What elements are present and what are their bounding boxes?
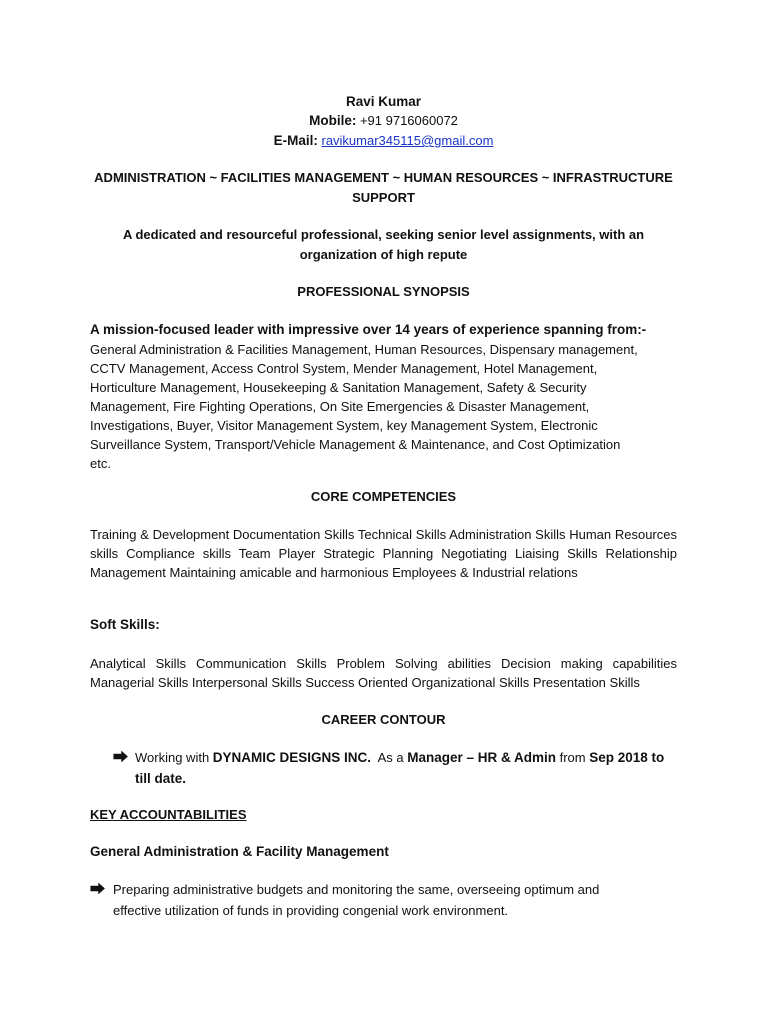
- synopsis-line: CCTV Management, Access Control System, Mender Management, Hotel Management,: [90, 361, 598, 376]
- mobile-label: Mobile:: [309, 113, 357, 128]
- career-line-1: [135, 747, 673, 768]
- soft-skills-text: Analytical Skills Communication Skills Problem Solving abilities Decision making capabilities Managerial Skills Interpersonal Skills Success Oriented Organizational Skills Presentation Skills: [90, 656, 677, 690]
- core-text: Training & Development Documentation Skills Technical Skills Administration Skills Human Resources skills Compliance skills Team Player Strategic Planning Negotiating Liaising Skills Relationship Management Maintaining amicable and harmonious Employees & Industrial relations: [90, 527, 677, 580]
- domains-line-2: SUPPORT: [352, 190, 415, 205]
- mobile-value: +91 9716060072: [359, 113, 458, 128]
- synopsis-line: Investigations, Buyer, Visitor Management System, key Management System, Electronic: [90, 418, 598, 433]
- arrow-bullet-icon: ⮕: [90, 881, 106, 898]
- email-label: E-Mail:: [273, 133, 318, 148]
- accountability-line-2: effective utilization of funds in providing congenial work environment.: [113, 903, 509, 918]
- working-with-text: Working with: [135, 750, 213, 765]
- as-a-text: As a: [371, 750, 408, 765]
- synopsis-line: Management, Fire Fighting Operations, On Site Emergencies & Disaster Management,: [90, 399, 590, 414]
- period-start: Sep 2018 to: [589, 750, 665, 765]
- accountability-bullet: [90, 879, 680, 921]
- soft-skills-heading: Soft Skills:: [90, 617, 160, 632]
- accountability-line-1: Preparing administrative budgets and monitoring the same, overseeing optimum and: [113, 882, 600, 897]
- career-bullet: [113, 747, 673, 789]
- synopsis-heading: PROFESSIONAL SYNOPSIS: [297, 284, 470, 299]
- email-line: [90, 131, 677, 150]
- key-accountabilities-heading: KEY ACCOUNTABILITIES: [90, 807, 247, 822]
- role-title: Manager – HR & Admin: [407, 750, 556, 765]
- company-name: DYNAMIC DESIGNS INC.: [212, 750, 372, 765]
- key-subheading: General Administration & Facility Management: [90, 844, 389, 859]
- candidate-name: Ravi Kumar: [345, 94, 422, 109]
- synopsis-line: General Administration & Facilities Management, Human Resources, Dispensary management,: [90, 342, 638, 357]
- core-heading: CORE COMPETENCIES: [310, 489, 457, 504]
- synopsis-line: Horticulture Management, Housekeeping & Sanitation Management, Safety & Security: [90, 380, 587, 395]
- career-heading: CAREER CONTOUR: [321, 712, 446, 727]
- objective-line-2: organization of high repute: [299, 247, 468, 262]
- period-end: till date.: [135, 771, 187, 786]
- objective-line-1: A dedicated and resourceful professional, seeking senior level assignments, with an: [122, 227, 645, 242]
- arrow-bullet-icon: ⮕: [113, 749, 129, 766]
- synopsis-lead: A mission-focused leader with impressive over 14 years of experience spanning from:-: [90, 322, 647, 337]
- synopsis-line: Surveillance System, Transport/Vehicle Management & Maintenance, and Cost Optimization: [90, 437, 621, 452]
- email-link[interactable]: ravikumar345115@gmail.com: [321, 133, 494, 148]
- synopsis-line: etc.: [90, 456, 111, 471]
- mobile-line: [90, 111, 677, 130]
- domains-line-1: ADMINISTRATION ~ FACILITIES MANAGEMENT ~ HUMAN RESOURCES ~ INFRASTRUCTURE: [94, 170, 673, 185]
- from-text: from: [555, 750, 590, 765]
